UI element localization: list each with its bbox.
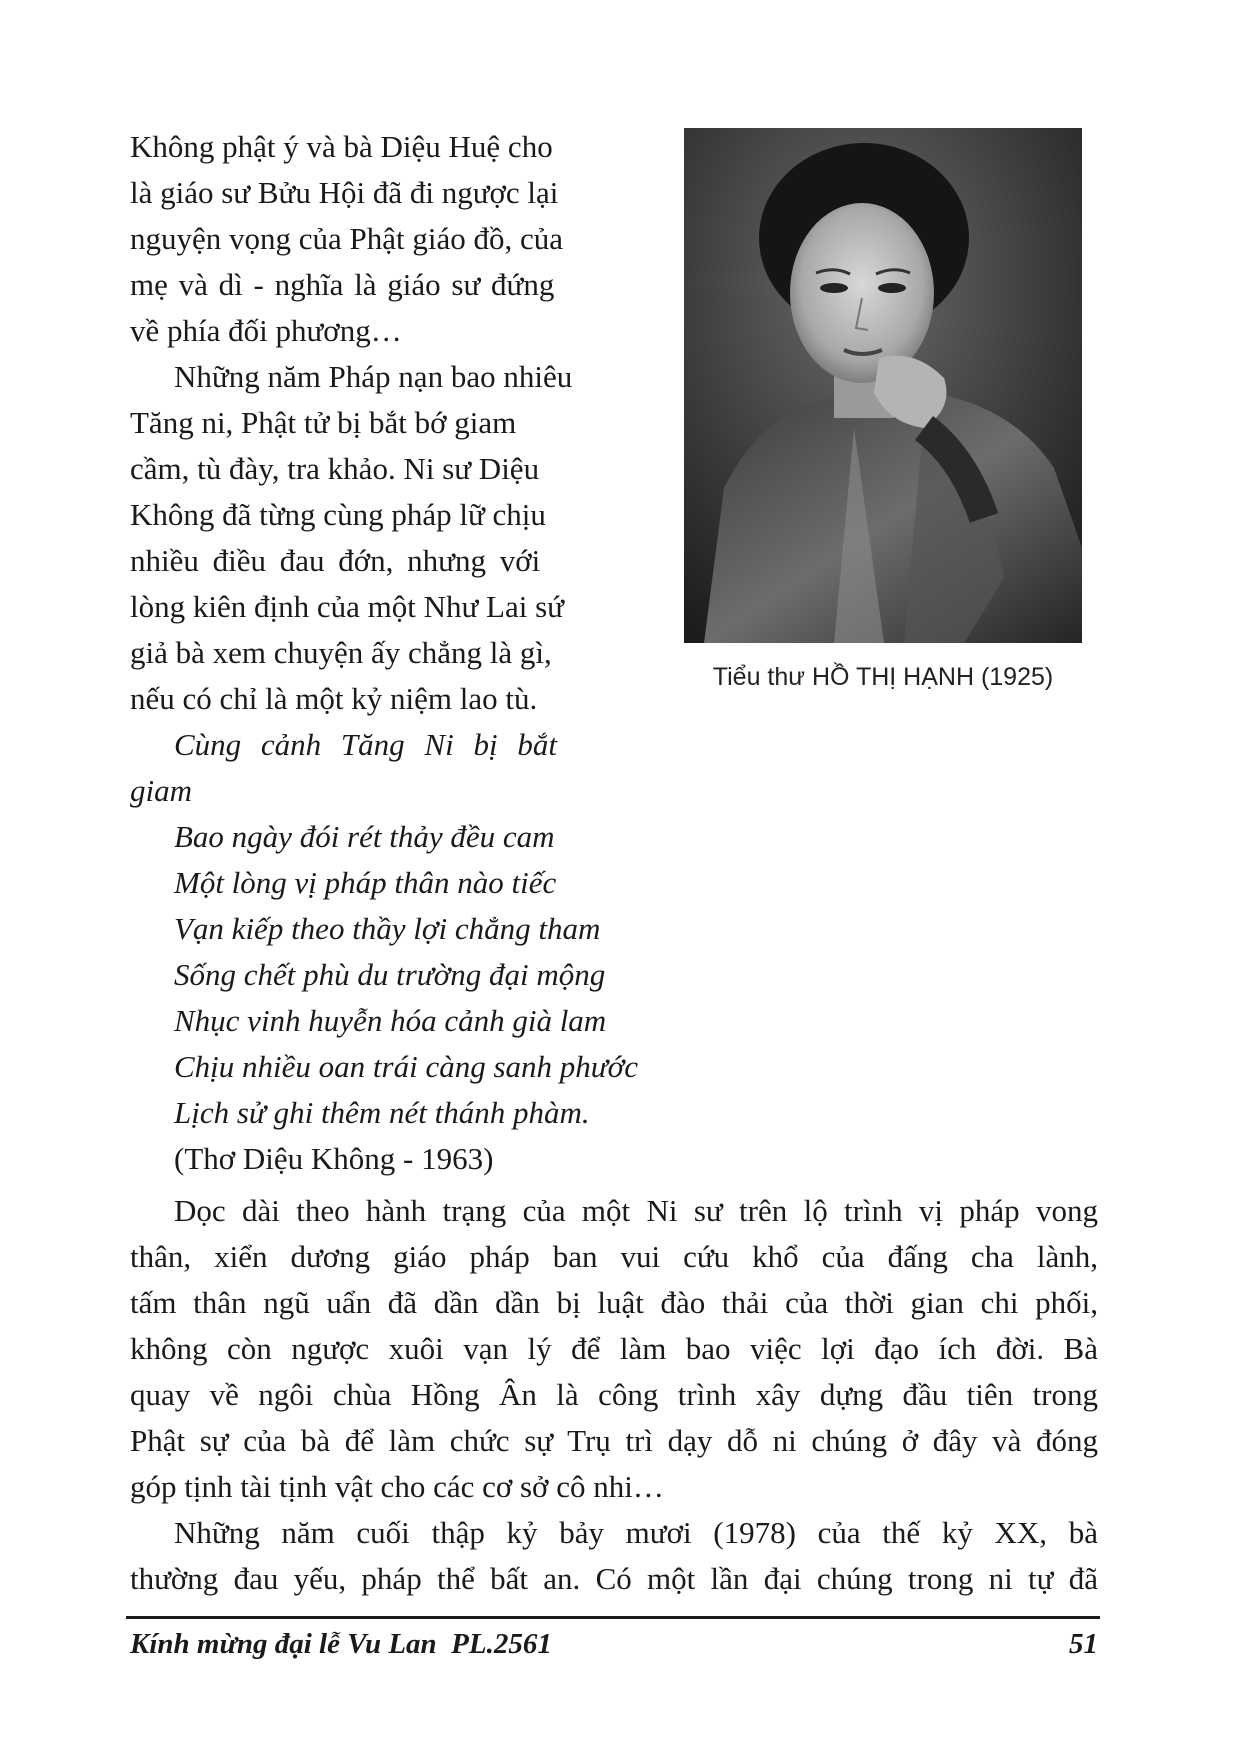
poem-line: Cùng cảnh Tăng Ni bị bắt	[174, 727, 557, 762]
poem-line: Lịch sử ghi thêm nét thánh phàm.	[174, 1095, 590, 1130]
poem-line: Vạn kiếp theo thầy lợi chẳng tham	[174, 911, 601, 946]
text-line-content: Những năm cuối thập kỷ bảy mươi (1978) của thế kỷ XX, bà	[174, 1515, 1098, 1550]
text-line-content: không còn ngược xuôi vạn lý để làm bao việc lợi đạo ích đời. Bà	[130, 1331, 1098, 1366]
poem-credit: (Thơ Diệu Không - 1963)	[174, 1141, 494, 1176]
text-line	[130, 1418, 1098, 1464]
text-line: mẹ và dì - nghĩa là giáo sư đứng	[130, 267, 555, 302]
paragraph-2	[130, 354, 618, 722]
poem-line: Nhục vinh huyễn hóa cảnh già lam	[174, 1003, 607, 1038]
text-line	[130, 1372, 1098, 1418]
poem-line: Một lòng vị pháp thân nào tiếc	[174, 865, 557, 900]
text-line: Không đã từng cùng pháp lữ chịu	[130, 497, 546, 532]
text-line	[130, 1234, 1098, 1280]
footer-divider	[126, 1616, 1100, 1619]
text-line	[130, 1188, 1098, 1234]
portrait-photo	[684, 128, 1082, 643]
text-line-content: Dọc dài theo hành trạng của một Ni sư trên lộ trình vị pháp vong	[174, 1193, 1098, 1228]
portrait-figure	[684, 128, 1082, 692]
paragraph-3	[130, 1188, 1098, 1510]
text-line-content: thường đau yếu, pháp thể bất an. Có một lần đại chúng trong ni tự đã	[130, 1561, 1098, 1596]
text-line-content: thân, xiển dương giáo pháp ban vui cứu khổ của đấng cha lành,	[130, 1239, 1098, 1274]
text-line	[130, 1326, 1098, 1372]
text-line-content: Phật sự của bà để làm chức sự Trụ trì dạy dỗ ni chúng ở đây và đóng	[130, 1423, 1098, 1458]
page-number: 51	[1069, 1628, 1098, 1660]
text-line: giả bà xem chuyện ấy chẳng là gì,	[130, 635, 552, 670]
paragraph-1	[130, 124, 618, 354]
text-line: Không phật ý và bà Diệu Huệ cho	[130, 129, 553, 164]
poem-line: giam	[130, 773, 192, 808]
text-line: Tăng ni, Phật tử bị bắt bớ giam	[130, 405, 517, 440]
poem-line: Chịu nhiều oan trái càng sanh phước	[174, 1049, 638, 1084]
text-line: nếu có chỉ là một kỷ niệm lao tù.	[130, 681, 538, 716]
full-width-text	[130, 1188, 1098, 1602]
text-line: cầm, tù đày, tra khảo. Ni sư Diệu	[130, 451, 540, 486]
photo-caption: Tiểu thư HỒ THỊ HẠNH (1925)	[712, 663, 1054, 691]
poem-line: Bao ngày đói rét thảy đều cam	[174, 819, 555, 854]
poem-line: Sống chết phù du trường đại mộng	[174, 957, 606, 992]
text-line: nguyện vọng của Phật giáo đồ, của	[130, 221, 564, 256]
text-line: nhiều điều đau đớn, nhưng với	[130, 543, 541, 578]
text-line: về phía đối phương…	[130, 313, 402, 348]
text-line: Những năm Pháp nạn bao nhiêu	[174, 359, 573, 394]
poem	[130, 722, 638, 1182]
paragraph-4	[130, 1510, 1098, 1602]
text-line-content: góp tịnh tài tịnh vật cho các cơ sở cô nhi…	[130, 1469, 664, 1504]
text-line	[130, 1464, 1098, 1510]
text-line-content: tấm thân ngũ uẩn đã dần dần bị luật đào thải của thời gian chi phối,	[130, 1285, 1098, 1320]
text-line-content: quay về ngôi chùa Hồng Ân là công trình xây dựng đầu tiên trong	[130, 1377, 1098, 1412]
text-line	[130, 1510, 1098, 1556]
text-line: là giáo sư Bửu Hội đã đi ngược lại	[130, 175, 559, 210]
left-text-column	[130, 124, 638, 1182]
running-footer-title: Kính mừng đại lễ Vu Lan PL.2561	[130, 1628, 552, 1660]
text-line: lòng kiên định của một Như Lai sứ	[130, 589, 564, 624]
text-line	[130, 1280, 1098, 1326]
text-line	[130, 1556, 1098, 1602]
